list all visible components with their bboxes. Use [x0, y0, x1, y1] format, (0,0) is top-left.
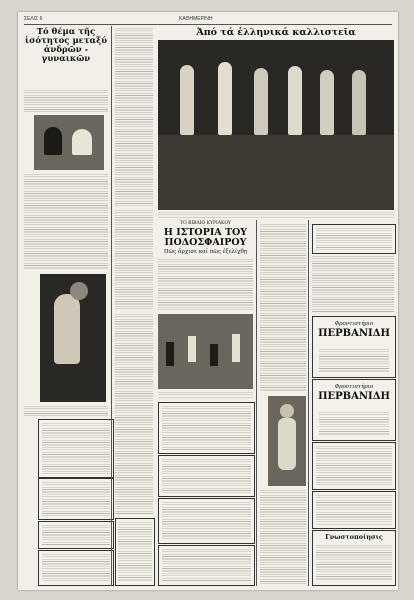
ad-block-3 [158, 498, 255, 544]
football-match-photo [158, 314, 253, 389]
announcement-title: Γνωστοποίησις [325, 533, 383, 541]
left-ad-1 [38, 419, 114, 478]
small-ad [115, 518, 155, 586]
football-kicker: ΤΟ ΒΙΒΛΙΟ ΚΥΡΙΑΚΟΥ [179, 221, 232, 226]
left-body-text-2 [24, 174, 108, 269]
left-article-title: Τό θέμα τῆς ἰσότητος μεταξύ ἀνδρῶν - γυναικῶν [24, 27, 108, 64]
listings-column-3 [115, 314, 153, 514]
photo-caption [24, 406, 108, 416]
announcement-box [312, 530, 396, 586]
football-body-1 [158, 259, 253, 311]
masthead [24, 15, 392, 25]
right-ad-3 [312, 442, 396, 490]
page-number: ΣΕΛΙΣ 6 [24, 16, 43, 22]
frontistirio-name-1: ΠΕΡΒΑΝΙΔΗ [318, 327, 390, 339]
football-subtitle: Πῶς ἄρχισε καί πῶς ἐξελίχθη [163, 248, 248, 255]
left-ad-4 [38, 550, 114, 586]
ad-block-1 [158, 402, 255, 454]
beauty-contest-photo [40, 274, 106, 402]
woman-swimsuit-photo [268, 396, 306, 486]
football-photo-caption [158, 392, 253, 398]
right-notice [312, 224, 396, 254]
newspaper-page [18, 12, 398, 590]
ad-block-4 [158, 545, 255, 586]
newspaper-name: ΚΑΘΗΜΕΡΙΝΗ [179, 16, 213, 22]
left-ad-3 [38, 521, 114, 549]
contest-stage-photo [158, 40, 394, 210]
middle-right-text [260, 224, 306, 392]
ad-block-2 [158, 455, 255, 497]
frontistirio-kicker-1: Φροντιστήριο [334, 321, 374, 327]
frontistirio-ad-2 [312, 379, 396, 441]
listings-column-1 [115, 28, 153, 206]
football-title: Η ΙΣΤΟΡΙΑ ΤΟΥ ΠΟΔΟΣΦΑΙΡΟΥ [163, 226, 248, 248]
right-body-text [312, 256, 394, 312]
frontistirio-kicker-2: Φροντιστήριο [334, 384, 374, 390]
right-ad-4 [312, 491, 396, 529]
left-ad-2 [38, 478, 114, 520]
couple-photo [34, 115, 104, 170]
listings-column-2 [115, 210, 153, 310]
football-article-header [158, 222, 253, 255]
middle-right-text-2 [260, 490, 306, 584]
top-story-title: Ἀπό τά ἑλληνικά καλλιστεῖα [196, 27, 356, 38]
frontistirio-name-2: ΠΕΡΒΑΝΙΔΗ [318, 390, 390, 402]
frontistirio-ad-1 [312, 316, 396, 378]
top-story-caption [158, 212, 394, 218]
left-article [24, 26, 108, 66]
left-body-text-1 [24, 90, 108, 112]
